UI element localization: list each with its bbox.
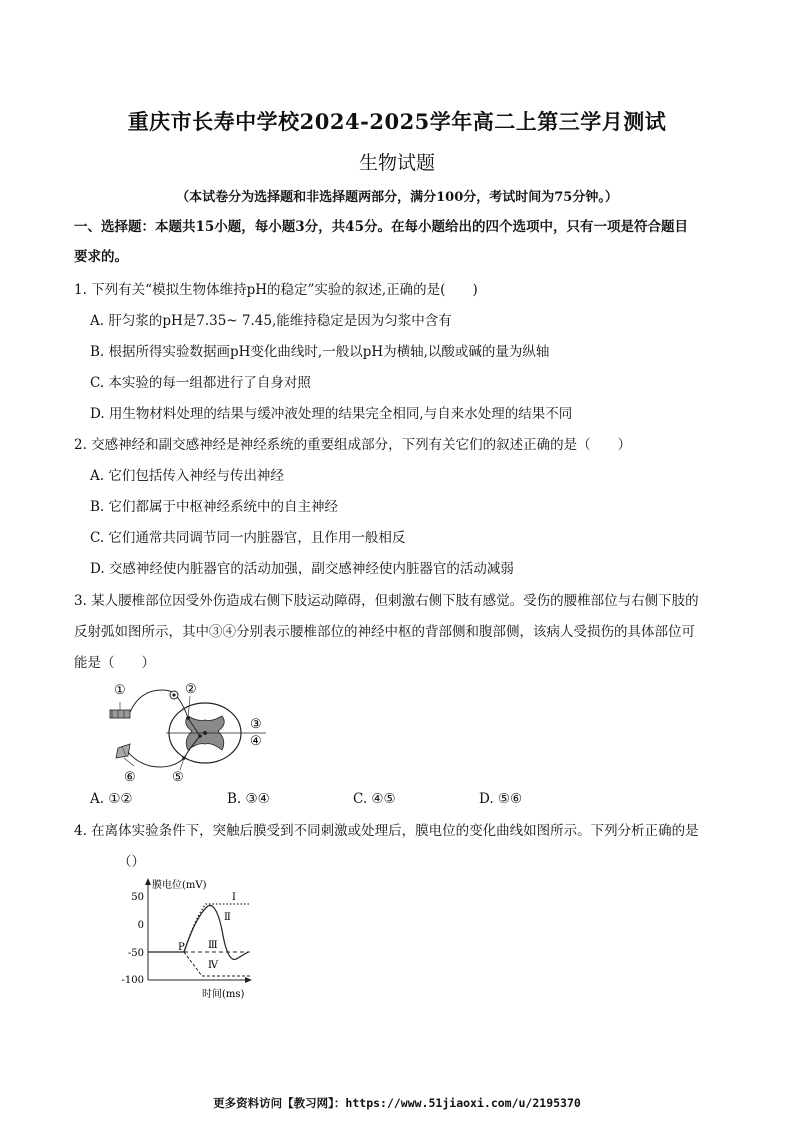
section-heading-line2: 要求的。 — [74, 249, 128, 265]
q2-option-d: D. 交感神经使内脏器官的活动加强，副交感神经使内脏器官的活动减弱 — [90, 561, 514, 577]
label-6: ⑥ — [124, 770, 136, 785]
exam-note: （本试卷分为选择题和非选择题两部分，满分100分，考试时间为75分钟。） — [176, 190, 618, 205]
point-p-label: P — [178, 942, 185, 953]
q1-option-b: B. 根据所得实验数据画pH变化曲线时,一般以pH为横轴,以酸或碱的量为纵轴 — [90, 344, 550, 360]
label-1: ① — [114, 683, 126, 698]
label-5: ⑤ — [172, 770, 184, 785]
label-2: ② — [185, 682, 197, 697]
q2-option-a: A. 它们包括传入神经与传出神经 — [90, 468, 284, 484]
curve-label-2: Ⅱ — [224, 912, 231, 923]
y-tick-minus100: -100 — [121, 975, 144, 986]
y-tick-0: 0 — [137, 920, 144, 931]
curve-label-3: Ⅲ — [208, 940, 218, 951]
q2-stem: 2. 交感神经和副交感神经是神经系统的重要组成部分，下列有关它们的叙述正确的是（ ） — [74, 437, 632, 453]
y-tick-50: 50 — [131, 892, 144, 903]
exam-subject: 生物试题 — [358, 152, 435, 174]
q3-stem-line1: 3. 某人腰椎部位因受外伤造成右侧下肢运动障碍，但刺激右侧下肢有感觉。受伤的腰椎部位与右侧下肢的 — [74, 593, 699, 609]
q1-option-a: A. 肝匀浆的pH是7.35~ 7.45,能维持稳定是因为匀浆中含有 — [90, 313, 452, 329]
exam-title: 重庆市长寿中学校2024-2025学年高二上第三学月测试 — [127, 109, 667, 134]
q3-option-a: A. ①② — [90, 791, 133, 807]
q1-stem: 1. 下列有关“模拟生物体维持pH的稳定”实验的叙述,正确的是( ) — [74, 282, 478, 298]
q3-option-d: D. ⑤⑥ — [479, 791, 523, 807]
receptor-icon — [110, 710, 130, 718]
y-tick-minus50: -50 — [127, 948, 144, 959]
footer-link-text: 更多资料访问【教习网】：https://www.51jiaoxi.com/u/2195370 — [213, 1096, 581, 1110]
x-axis-label: 时间(ms) — [202, 989, 245, 1000]
y-axis-label: 膜电位(mV) — [152, 880, 207, 891]
q3-stem-line3: 能是（ ） — [74, 655, 155, 671]
curve-label-4: Ⅳ — [208, 960, 218, 971]
q1-option-c: C. 本实验的每一组都进行了自身对照 — [90, 375, 311, 391]
q3-option-b: B. ③④ — [227, 791, 270, 807]
q2-option-b: B. 它们都属于中枢神经系统中的自主神经 — [90, 499, 339, 515]
membrane-potential-graph — [110, 876, 260, 1004]
section-heading-line1: 一、选择题：本题共15小题，每小题3分，共45分。在每小题给出的四个选项中，只有一项是符合题目 — [74, 219, 688, 235]
q2-option-c: C. 它们通常共同调节同一内脏器官，且作用一般相反 — [90, 530, 406, 546]
q3-option-c: C. ④⑤ — [353, 791, 396, 807]
q4-stem-line1: 4. 在离体实验条件下，突触后膜受到不同刺激或处理后，膜电位的变化曲线如图所示。下列分析正确的是 — [74, 823, 699, 839]
curve-label-1: Ⅰ — [232, 892, 236, 903]
reflex-arc-diagram — [100, 678, 280, 786]
q1-option-d: D. 用生物材料处理的结果与缓冲液处理的结果完全相同,与自来水处理的结果不同 — [90, 406, 573, 422]
effector-icon — [116, 744, 130, 758]
label-3: ③ — [250, 717, 262, 732]
label-4: ④ — [250, 734, 262, 749]
q4-stem-line2: （） — [118, 854, 145, 870]
q3-stem-line2: 反射弧如图所示，其中③④分别表示腰椎部位的神经中枢的背部侧和腹部侧，该病人受损伤的具体部位可 — [74, 624, 695, 640]
